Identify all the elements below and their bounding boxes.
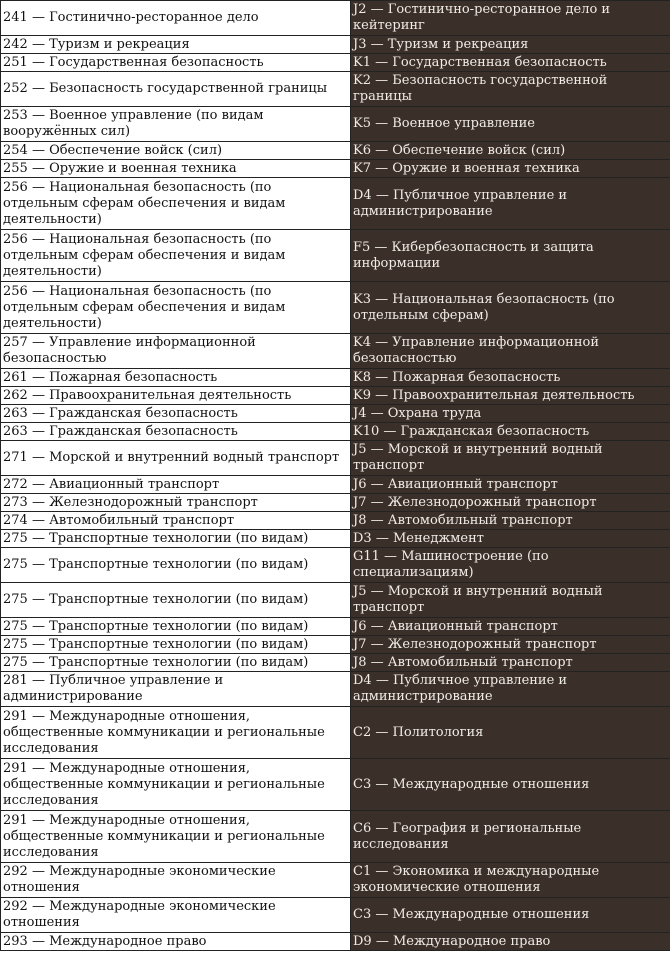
table-row <box>1 759 670 811</box>
table-row <box>1 54 670 72</box>
old-specialty-cell: 292 — Международные экономические отношения <box>1 898 351 933</box>
old-specialty-cell: 241 — Гостинично-ресторанное дело <box>1 1 351 36</box>
new-specialty-cell: J8 — Автомобильный транспорт <box>351 654 670 672</box>
table-row <box>1 142 670 160</box>
table-row <box>1 636 670 654</box>
new-specialty-cell: K2 — Безопасность государственной границы <box>351 72 670 107</box>
new-specialty-cell: K7 — Оружие и военная техника <box>351 160 670 178</box>
old-specialty-cell: 275 — Транспортные технологии (по видам) <box>1 530 351 548</box>
old-specialty-cell: 271 — Морской и внутренний водный транспорт <box>1 441 351 476</box>
old-specialty-cell: 255 — Оружие и военная техника <box>1 160 351 178</box>
table-row <box>1 72 670 107</box>
new-specialty-cell: C2 — Политология <box>351 707 670 759</box>
new-specialty-cell: D4 — Публичное управление и администрирование <box>351 672 670 707</box>
new-specialty-cell: K3 — Национальная безопасность (по отдельным сферам) <box>351 282 670 334</box>
old-specialty-cell: 272 — Авиационный транспорт <box>1 476 351 494</box>
old-specialty-cell: 263 — Гражданская безопасность <box>1 423 351 441</box>
table-row <box>1 405 670 423</box>
table-row <box>1 863 670 898</box>
table-row <box>1 476 670 494</box>
table-row <box>1 618 670 636</box>
new-specialty-cell: J5 — Морской и внутренний водный транспорт <box>351 441 670 476</box>
new-specialty-cell: K5 — Военное управление <box>351 107 670 142</box>
table-row <box>1 230 670 282</box>
new-specialty-cell: J8 — Автомобильный транспорт <box>351 512 670 530</box>
old-specialty-cell: 275 — Транспортные технологии (по видам) <box>1 654 351 672</box>
table-row <box>1 672 670 707</box>
new-specialty-cell: K6 — Обеспечение войск (сил) <box>351 142 670 160</box>
old-specialty-cell: 273 — Железнодорожный транспорт <box>1 494 351 512</box>
table-row <box>1 423 670 441</box>
old-specialty-cell: 275 — Транспортные технологии (по видам) <box>1 583 351 618</box>
old-specialty-cell: 275 — Транспортные технологии (по видам) <box>1 618 351 636</box>
old-specialty-cell: 292 — Международные экономические отношения <box>1 863 351 898</box>
new-specialty-cell: J4 — Охрана труда <box>351 405 670 423</box>
old-specialty-cell: 263 — Гражданская безопасность <box>1 405 351 423</box>
old-specialty-cell: 256 — Национальная безопасность (по отдельным сферам обеспечения и видам деятельности) <box>1 230 351 282</box>
old-specialty-cell: 275 — Транспортные технологии (по видам) <box>1 548 351 583</box>
table-body <box>1 1 670 951</box>
new-specialty-cell: K8 — Пожарная безопасность <box>351 369 670 387</box>
old-specialty-cell: 291 — Международные отношения, общественные коммуникации и региональные исследования <box>1 811 351 863</box>
new-specialty-cell: K1 — Государственная безопасность <box>351 54 670 72</box>
old-specialty-cell: 253 — Военное управление (по видам вооружённых сил) <box>1 107 351 142</box>
table-row <box>1 369 670 387</box>
new-specialty-cell: C3 — Международные отношения <box>351 759 670 811</box>
table-row <box>1 1 670 36</box>
new-specialty-cell: K9 — Правоохранительная деятельность <box>351 387 670 405</box>
table-row <box>1 387 670 405</box>
new-specialty-cell: G11 — Машиностроение (по специализациям) <box>351 548 670 583</box>
new-specialty-cell: J5 — Морской и внутренний водный транспорт <box>351 583 670 618</box>
old-specialty-cell: 291 — Международные отношения, общественные коммуникации и региональные исследования <box>1 759 351 811</box>
new-specialty-cell: C1 — Экономика и международные экономические отношения <box>351 863 670 898</box>
new-specialty-cell: C3 — Международные отношения <box>351 898 670 933</box>
table-row <box>1 107 670 142</box>
new-specialty-cell: J2 — Гостинично-ресторанное дело и кейтеринг <box>351 1 670 36</box>
table-row <box>1 282 670 334</box>
table-row <box>1 933 670 951</box>
new-specialty-cell: J7 — Железнодорожный транспорт <box>351 636 670 654</box>
table-row <box>1 512 670 530</box>
new-specialty-cell: K10 — Гражданская безопасность <box>351 423 670 441</box>
old-specialty-cell: 293 — Международное право <box>1 933 351 951</box>
table-row <box>1 441 670 476</box>
table-row <box>1 334 670 369</box>
old-specialty-cell: 274 — Автомобильный транспорт <box>1 512 351 530</box>
table-row <box>1 178 670 230</box>
old-specialty-cell: 256 — Национальная безопасность (по отдельным сферам обеспечения и видам деятельности) <box>1 178 351 230</box>
table-row <box>1 494 670 512</box>
new-specialty-cell: J3 — Туризм и рекреация <box>351 36 670 54</box>
new-specialty-cell: K4 — Управление информационной безопасностью <box>351 334 670 369</box>
old-specialty-cell: 275 — Транспортные технологии (по видам) <box>1 636 351 654</box>
table-row <box>1 654 670 672</box>
table-row <box>1 583 670 618</box>
new-specialty-cell: F5 — Кибербезопасность и защита информации <box>351 230 670 282</box>
table-row <box>1 36 670 54</box>
old-specialty-cell: 251 — Государственная безопасность <box>1 54 351 72</box>
old-specialty-cell: 252 — Безопасность государственной границы <box>1 72 351 107</box>
old-specialty-cell: 281 — Публичное управление и администрирование <box>1 672 351 707</box>
table-row <box>1 530 670 548</box>
old-specialty-cell: 262 — Правоохранительная деятельность <box>1 387 351 405</box>
new-specialty-cell: J6 — Авиационный транспорт <box>351 618 670 636</box>
new-specialty-cell: C6 — География и региональные исследования <box>351 811 670 863</box>
old-specialty-cell: 261 — Пожарная безопасность <box>1 369 351 387</box>
old-specialty-cell: 254 — Обеспечение войск (сил) <box>1 142 351 160</box>
new-specialty-cell: J6 — Авиационный транспорт <box>351 476 670 494</box>
new-specialty-cell: J7 — Железнодорожный транспорт <box>351 494 670 512</box>
old-specialty-cell: 242 — Туризм и рекреация <box>1 36 351 54</box>
table-row <box>1 707 670 759</box>
table-row <box>1 898 670 933</box>
old-specialty-cell: 291 — Международные отношения, общественные коммуникации и региональные исследования <box>1 707 351 759</box>
table-row <box>1 548 670 583</box>
new-specialty-cell: D4 — Публичное управление и администрирование <box>351 178 670 230</box>
table-row <box>1 160 670 178</box>
new-specialty-cell: D9 — Международное право <box>351 933 670 951</box>
new-specialty-cell: D3 — Менеджмент <box>351 530 670 548</box>
old-specialty-cell: 257 — Управление информационной безопасностью <box>1 334 351 369</box>
table-row <box>1 811 670 863</box>
old-specialty-cell: 256 — Национальная безопасность (по отдельным сферам обеспечения и видам деятельности) <box>1 282 351 334</box>
